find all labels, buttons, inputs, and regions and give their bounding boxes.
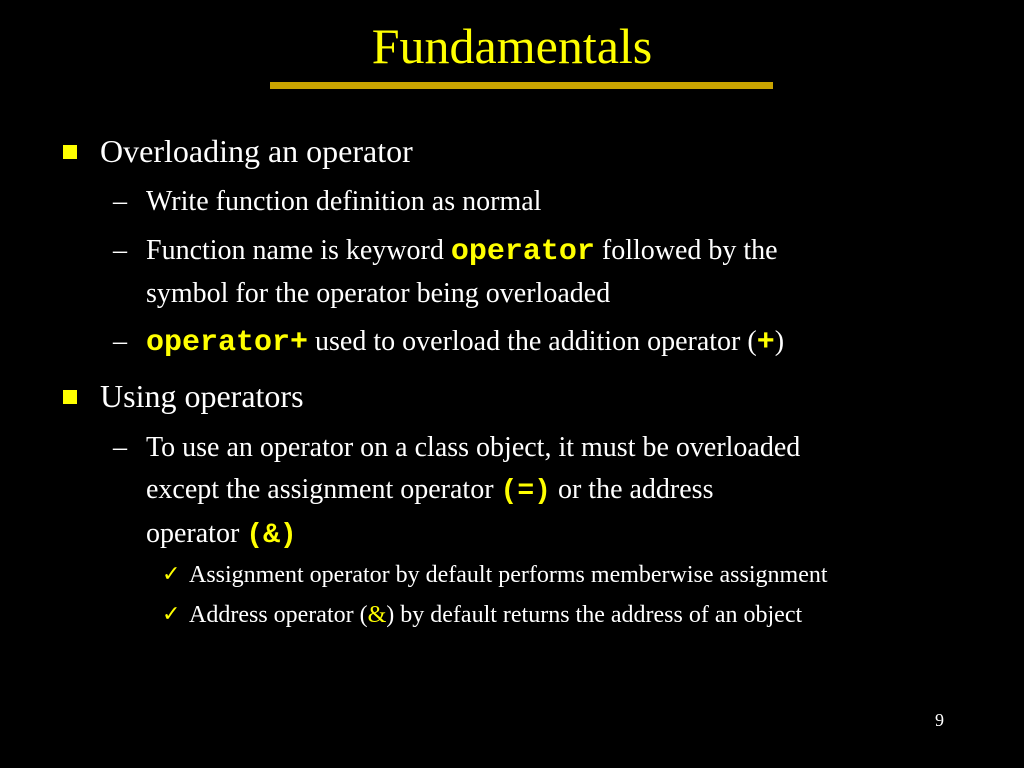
ampersand-symbol: & [367, 602, 387, 628]
check-item-text: Address operator ( [189, 602, 368, 628]
check-item-text: ) by default returns the address of an object [386, 602, 803, 628]
bullet-text: Using operators [100, 378, 304, 414]
code-operator-plus: operator+ [146, 326, 309, 360]
dash-bullet: – [113, 432, 127, 463]
sub-bullet-text: used to overload the addition operator ( [308, 326, 757, 357]
code-address-operator: (&) [246, 520, 297, 551]
sub-bullet-text: Write function definition as normal [146, 186, 542, 217]
square-bullet-icon [63, 145, 77, 159]
code-assignment-operator: (=) [500, 476, 551, 507]
checkmark-icon: ✓ [162, 562, 181, 587]
sub-bullet-operator-plus [113, 321, 946, 364]
checkmark-icon: ✓ [162, 602, 181, 627]
sub-bullet-text: ) [774, 326, 785, 357]
sub-bullet-must-be-overloaded [113, 427, 946, 557]
sub-bullet-text: or the address [550, 474, 714, 505]
sub-bullet-text: To use an operator on a class object, it must be overloaded [146, 432, 801, 463]
title-underline [270, 82, 773, 89]
sub-bullet-write-definition [113, 181, 946, 223]
sub-bullet-text: except the assignment operator [146, 474, 501, 505]
check-item-assignment [162, 560, 828, 590]
sub-bullet-text: Function name is keyword [146, 235, 451, 266]
dash-bullet: – [113, 186, 127, 217]
slide-title: Fundamentals [371, 18, 653, 74]
sub-bullet-text: operator [146, 518, 247, 549]
dash-bullet: – [113, 326, 127, 357]
bullet-text: Overloading an operator [100, 133, 413, 169]
sub-bullet-function-name [113, 230, 946, 315]
sub-bullet-text: followed by the [594, 235, 778, 266]
square-bullet-icon [63, 390, 77, 404]
code-plus-symbol: + [756, 326, 775, 360]
page-number: 9 [935, 710, 944, 730]
check-item-address [162, 600, 803, 630]
sub-bullet-text: symbol for the operator being overloaded [146, 278, 611, 309]
check-item-text: Assignment operator by default performs memberwise assignment [189, 562, 828, 588]
bullet-overloading-an-operator [100, 132, 413, 170]
dash-bullet: – [113, 235, 127, 266]
bullet-using-operators [100, 377, 304, 415]
code-keyword-operator: operator [450, 235, 595, 269]
